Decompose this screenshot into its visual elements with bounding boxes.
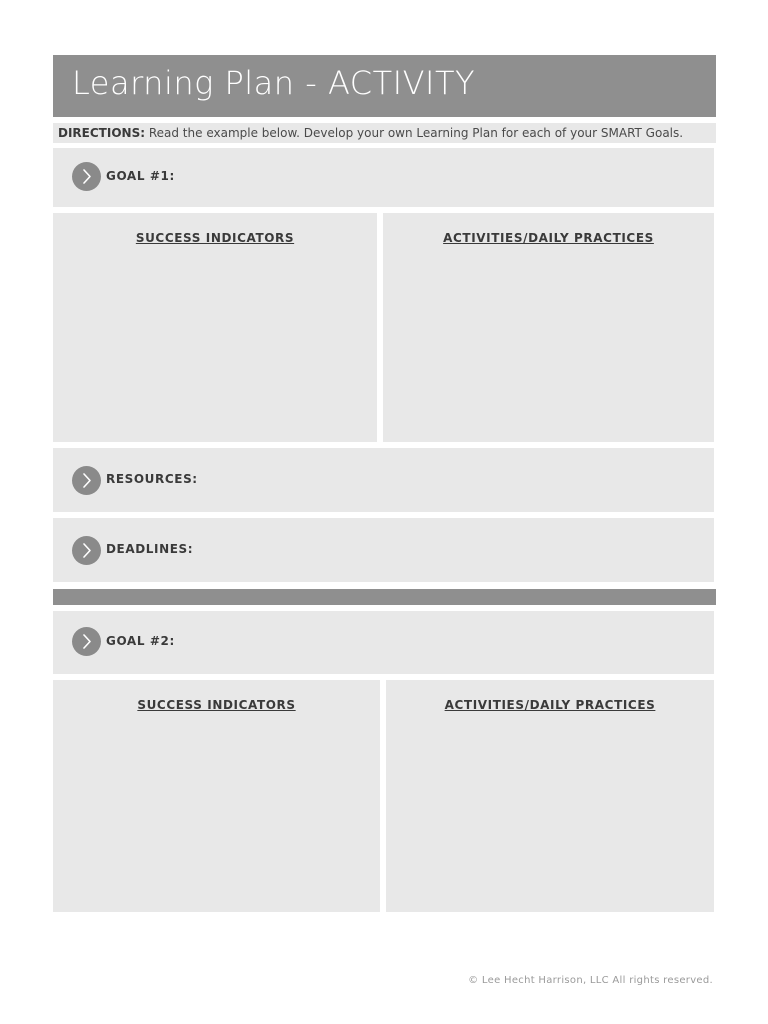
goal-1-success-indicators-box[interactable] <box>53 213 377 442</box>
chevron-right-circle-icon <box>72 466 101 495</box>
deadlines-row[interactable] <box>53 518 714 582</box>
directions-bar <box>53 123 716 143</box>
deadlines-label: DEADLINES: <box>106 542 194 556</box>
success-indicators-header: SUCCESS INDICATORS <box>135 231 295 245</box>
goal-1-label: GOAL #1: <box>106 169 175 183</box>
section-divider <box>53 589 716 605</box>
copyright-footer: © Lee Hecht Harrison, LLC All rights reserved. <box>468 975 713 986</box>
page-title: Learning Plan - ACTIVITY <box>72 64 476 102</box>
goal-2-row[interactable] <box>53 611 714 674</box>
directions-label: DIRECTIONS: <box>58 126 146 140</box>
chevron-right-circle-icon <box>72 536 101 565</box>
goal-2-success-indicators-box[interactable] <box>53 680 380 912</box>
goal-1-row[interactable] <box>53 148 714 207</box>
activities-daily-practices-header: ACTIVITIES/DAILY PRACTICES <box>443 231 654 245</box>
goal-1-activities-box[interactable] <box>383 213 714 442</box>
activities-daily-practices-header: ACTIVITIES/DAILY PRACTICES <box>444 698 656 712</box>
goal-2-activities-box[interactable] <box>386 680 714 912</box>
directions-text: Read the example below. Develop your own Learning Plan for each of your SMART Goals. <box>148 126 684 140</box>
chevron-right-circle-icon <box>72 627 101 656</box>
title-banner <box>53 55 716 117</box>
resources-row[interactable] <box>53 448 714 512</box>
resources-label: RESOURCES: <box>106 472 198 486</box>
success-indicators-header: SUCCESS INDICATORS <box>137 698 296 712</box>
chevron-right-circle-icon <box>72 162 101 191</box>
goal-2-label: GOAL #2: <box>106 634 175 648</box>
